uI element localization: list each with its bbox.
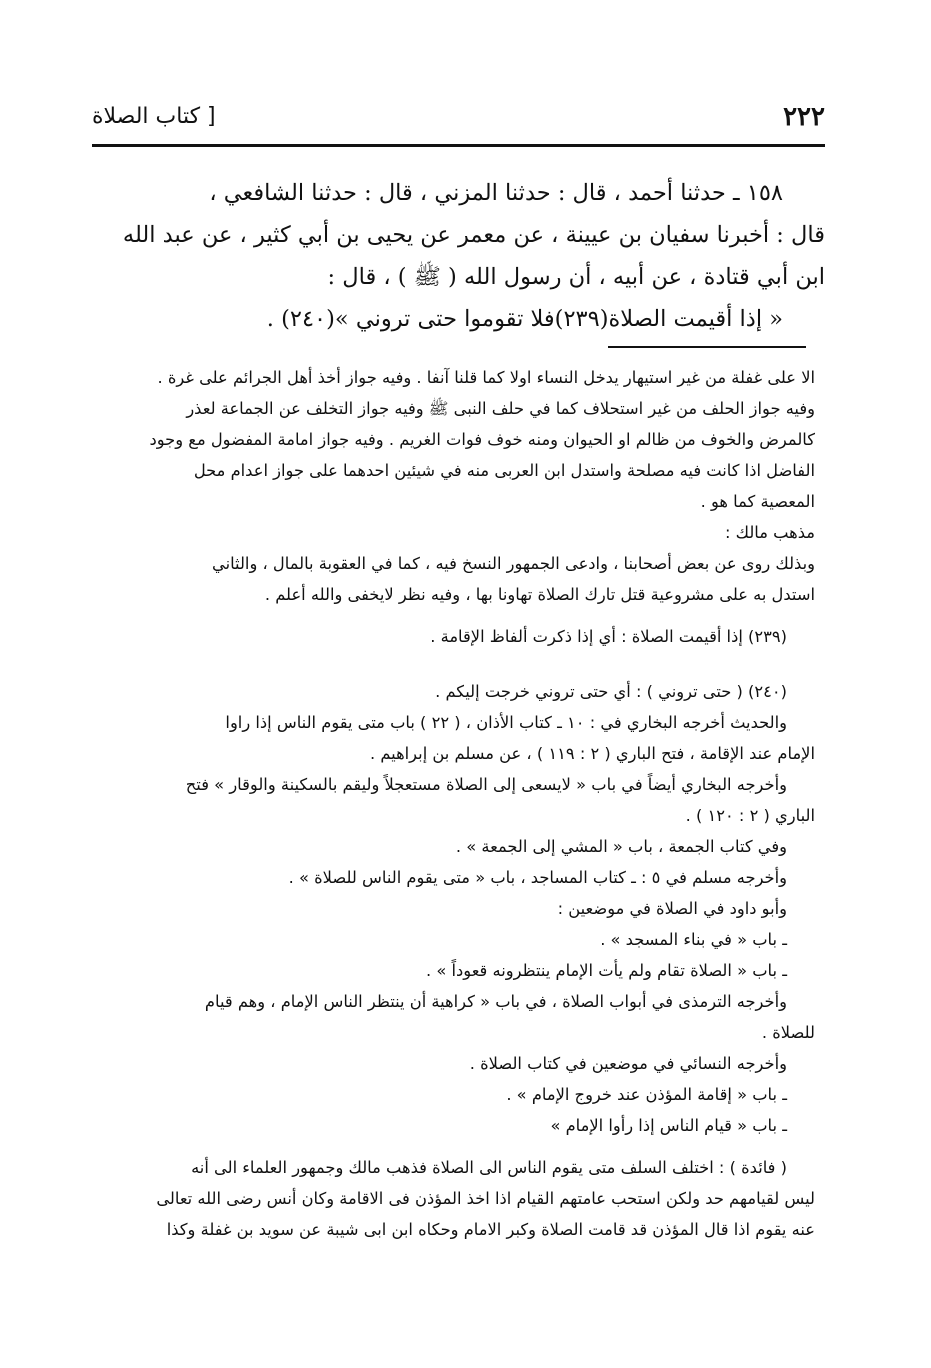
note-line: وأبو داود في الصلاة في موضعين : [557,899,787,918]
note-line: وأخرجه النسائي في موضعين في كتاب الصلاة . [469,1054,787,1073]
note-line: ليس لقيامهم حد ولكن استحب عامتهم القيام اذا اخذ المؤذن فى الاقامة وكان أنس رضى الله تعالى [156,1189,815,1208]
note-line: وبذلك روى عن بعض أصحابنا ، وادعى الجمهور النسخ فيه ، كما في العقوبة بالمال ، والثاني [212,554,815,573]
note-line: والحديث أخرجه البخاري في : ١٠ ـ كتاب الأذان ، ( ٢٢ ) باب متى يقوم الناس إذا راوا [225,713,787,732]
hadith-line: « إذا أقيمت الصلاة(٢٣٩)فلا تقوموا حتى تروني »(٢٤٠) . [266,306,783,332]
footnote-240: (٢٤٠) ( حتى تروني ) : أي حتى تروني خرجت إليكم . [435,682,787,701]
footnote-separator [608,346,806,348]
note-line: استدل به على مشروعية قتل تارك الصلاة تهاونا بها ، وفيه نظر لايخفى والله أعلم . [264,585,815,604]
note-line: الإمام عند الإقامة ، فتح الباري ( ٢ : ١١٩ ) ، عن مسلم بن إبراهيم . [369,744,815,763]
note-line: مذهب مالك : [724,523,815,542]
note-line: الفاضل اذا كانت فيه مصلحة واستدل ابن العربى منه في شيئين احدهما على جواز اعدام محل [193,461,815,480]
hadith-line: قال : أخبرنا سفيان بن عيينة ، عن معمر عن يحيى بن أبي كثير ، عن عبد الله [122,222,825,248]
note-line: ـ باب « إقامة المؤذن عند خروج الإمام » . [506,1085,787,1104]
note-line: وأخرجه البخاري أيضاً في باب « لايسعى إلى الصلاة مستعجلاً وليقم بالسكينة والوقار » فتح [185,775,787,794]
note-line: ـ باب « الصلاة تقام ولم يأت الإمام ينتظرونه قعوداً » . [426,961,787,980]
footnote-239: (٢٣٩) إذا أقيمت الصلاة : أي إذا ذكرت ألفاظ الإقامة . [430,627,787,646]
note-line: للصلاة . [761,1023,815,1042]
note-line: وأخرجه مسلم في ٥ : ـ كتاب المساجد ، باب « متى يقوم الناس للصلاة » . [288,868,787,887]
note-line: عنه يقوم اذا قال المؤذن قد قامت الصلاة وكبر الامام وحكاه ابن ابى شيبة عن سويد بن غفلة وكذا [166,1220,815,1239]
note-line: وفيه جواز الحلف من غير استحلاف كما في حلف النبى ﷺ وفيه جواز التخلف عن الجماعة لعذر [186,399,815,418]
hadith-line: ١٥٨ ـ حدثنا أحمد ، قال : حدثنا المزني ، قال : حدثنا الشافعي ، [209,180,783,206]
note-line: ـ باب « في بناء المسجد » . [600,930,787,949]
running-title: [ كتاب الصلاة [92,104,216,129]
page-number: ٢٢٢ [783,102,825,132]
page-header [92,100,825,147]
note-line: كالمرض والخوف من ظالم او الحيوان ومنه خوف فوات الغريم . وفيه جواز امامة المفضول مع وجود [149,430,815,449]
note-line: ـ باب « قيام الناس إذا رأوا الإمام » [550,1116,787,1135]
note-line: المعصية كما هو . [700,492,815,511]
note-line: وأخرجه الترمذى في أبواب الصلاة ، في باب « كراهية أن ينتظر الناس الإمام ، وهم قيام [204,992,787,1011]
note-line: وفي كتاب الجمعة ، باب « المشي إلى الجمعة » . [455,837,787,856]
note-line: الباري ( ٢ : ١٢٠ ) . [685,806,815,825]
footnotes [92,362,815,1245]
hadith-line: ابن أبي قتادة ، عن أبيه ، أن رسول الله ( ﷺ ) ، قال : [327,264,825,290]
note-line: الا على غفلة من غير استيهار يدخل النساء اولا كما قلنا آنفا . وفيه جواز أخذ أهل الجرائم على غرة . [157,368,815,387]
benefit-note: ( فائدة ) : اختلف السلف متى يقوم الناس الى الصلاة فذهب مالك وجمهور العلماء الى أنه [191,1158,787,1177]
hadith-text [92,172,825,340]
